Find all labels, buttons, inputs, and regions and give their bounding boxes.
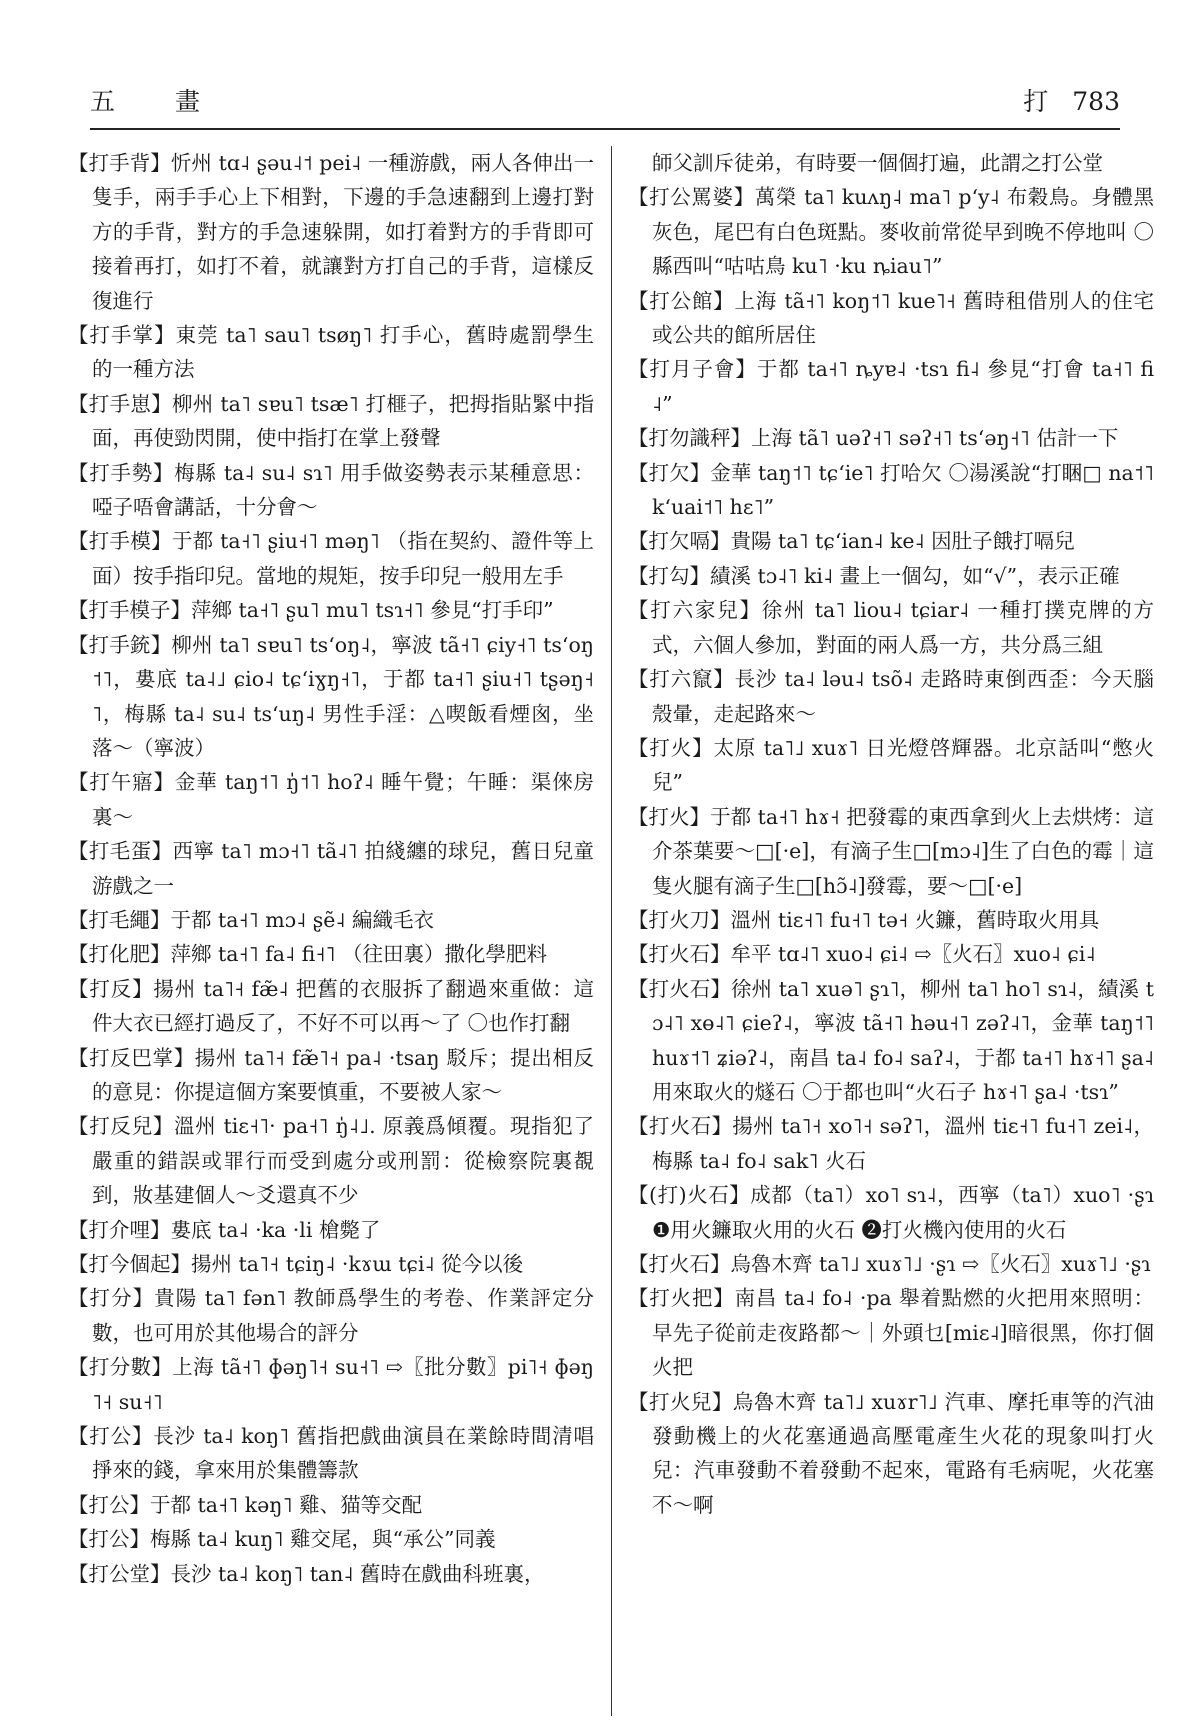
entry-headword: 【打介哩】 — [68, 1217, 171, 1242]
entry-headword: 【打分】 — [68, 1286, 155, 1311]
entry-headword: 【打毛繩】 — [68, 907, 171, 932]
dictionary-entry — [68, 1522, 594, 1556]
entry-headword: 【打欠嗝】 — [628, 529, 731, 554]
entry-headword: 【打公堂】 — [68, 1561, 171, 1586]
column-divider — [611, 146, 612, 1716]
dictionary-entry — [68, 1350, 594, 1419]
entry-text: 長沙 ta˨ koŋ˥ tan˨ 舊時在戲曲科班裏， — [170, 1561, 545, 1586]
entry-headword: 【打火兒】 — [628, 1389, 733, 1414]
entry-headword: 【打六竄】 — [628, 667, 735, 692]
dictionary-entry — [628, 146, 1154, 180]
entry-headword: 【打月子會】 — [628, 357, 757, 382]
entry-text: 貴陽 ta˥ tɕʻian˨ ke˨ 因肚子餓打嗝兒 — [730, 529, 1075, 554]
entry-text: 烏魯木齊 ta˥˩ xuɤr˥˩ 汽車、摩托車等的汽油發動機上的火花塞通過高壓電產生火花的現象叫打火兒：汽車發動不着發動不起來，電路有毛病呢，火花塞不～啊 — [652, 1389, 1155, 1517]
dictionary-entry — [628, 731, 1154, 800]
entry-text: 牟平 tɑ˨˥ xuo˨ ɕi˨ ⇨〖火石〗xuo˨ ɕi˨ — [730, 942, 1096, 967]
entry-text: 成都（ta˥）xo˥ sɿ˨，西寧（ta˥）xuo˥ ·ʂɿ ❶用火鐮取火用的火石 ❷打火機內使用的火石 — [652, 1183, 1154, 1242]
dictionary-entry — [68, 765, 594, 834]
dictionary-entry — [68, 524, 594, 593]
dictionary-entry — [628, 421, 1154, 455]
head-character: 打 — [1023, 87, 1049, 116]
entry-text: 貴陽 ta˥ fən˥ 教師爲學生的考卷、作業評定分數，也可用於其他場合的評分 — [92, 1286, 594, 1345]
entry-headword: 【打手掌】 — [68, 323, 176, 348]
entry-text: 師父訓斥徒弟，有時要一個個打遍，此謂之打公堂 — [652, 151, 1103, 175]
entry-headword: 【打午寤】 — [68, 770, 175, 795]
entry-headword: 【打火刀】 — [628, 907, 731, 932]
entry-headword: 【打公】 — [68, 1424, 154, 1449]
entry-headword: 【打勿識秤】 — [628, 426, 751, 451]
dictionary-entry — [68, 593, 594, 627]
dictionary-entry — [68, 1109, 594, 1212]
dictionary-entry — [68, 1247, 594, 1281]
entry-headword: 【打反巴掌】 — [68, 1045, 195, 1070]
entry-headword: 【打火石】 — [628, 942, 731, 967]
page-number: 783 — [1072, 87, 1120, 116]
entry-headword: 【打公館】 — [628, 288, 735, 313]
entry-text: 徐州 ta˥ liou˨ tɕiar˨ 一種打撲克牌的方式，六個人參加，對面的兩人爲一方，共分爲三組 — [652, 598, 1154, 657]
dictionary-entry — [628, 800, 1154, 903]
entry-text: 于都 ta˧˥ kəŋ˥ 雞、猫等交配 — [150, 1492, 423, 1517]
entry-text: 于都 ta˧˥ mɔ˨ ʂẽ˨ 編織毛衣 — [170, 907, 435, 932]
entry-text: 揚州 ta˥˧ xo˥˧ səʔ˥，溫州 tiɛ˧˥ fu˧˥ zei˨，梅縣 ta˨ fo˨ sak˥ 火石 — [652, 1114, 1155, 1173]
entry-text: 徐州 ta˥ xuə˥ ʂɿ˥，柳州 ta˥ ho˥ sɿ˨，績溪 tɔ˨˥ xɵ˨˥ ɕieʔ˨，寧波 tã˧˥ həu˧˥ zəʔ˨˥，金華 taŋ˦˥ huɤ˦˥ ʑiəʔ˨，南昌 ta˨ fo˨ saʔ˨，于都 ta˧˥ hɤ˧˥ ʂa˨ 用來取火的燧石 〇于都也叫“火石子 hɤ˧˥ ʂa˨ ·tsɿ” — [652, 976, 1154, 1104]
entry-text: 梅縣 ta˨ kuŋ˥ 雞交尾，與“承公”同義 — [150, 1527, 496, 1552]
entry-headword: 【打火石】 — [628, 1252, 731, 1276]
dictionary-entry — [68, 1488, 594, 1522]
entry-text: 長沙 ta˨ koŋ˥ 舊指把戲曲演員在業餘時間清唱掙來的錢，拿來用於集體籌款 — [92, 1424, 595, 1483]
entry-headword: 【打手銃】 — [68, 632, 172, 657]
dictionary-entry — [68, 972, 594, 1041]
entry-text: 上海 tã˧˥ koŋ˦˥ kue˥˧ 舊時租借別人的住宅或公共的館所居住 — [652, 288, 1154, 348]
dictionary-entry — [68, 903, 594, 937]
entry-headword: 【打火】 — [628, 735, 714, 760]
entry-headword: 【打公罵婆】 — [628, 185, 755, 210]
entry-headword: 【打反兒】 — [68, 1114, 174, 1139]
entry-headword: 【打毛蛋】 — [68, 839, 173, 864]
dictionary-entry — [68, 146, 594, 318]
entry-headword: 【打火】 — [628, 804, 711, 829]
entry-text: 柳州 ta˥ sɐu˥ tsʻoŋ˨，寧波 tã˧˥ ɕiy˧˥ tsʻoŋ˦˥，婁底 ta˨˩ ɕio˨ tɕʻiɣŋ˧˥，于都 ta˧˥ ʂiu˧˥ tʂəŋ˧˥，梅縣 ta˨ su˨ tsʻuŋ˨ 男性手淫：△喫飯看煙囪，坐落～（寧波） — [92, 632, 594, 760]
dictionary-entry — [68, 456, 594, 525]
entry-headword: 【打公】 — [68, 1492, 150, 1517]
dictionary-entry — [68, 1281, 594, 1350]
entry-text: 于都 ta˧˥ ȵyɐ˨ ·tsɿ fi˨ 參見“打會 ta˧˥ fi˨” — [652, 357, 1154, 416]
entry-text: 烏魯木齊 ta˥˩ xuɤ˥˩ ·ʂɿ ⇨〖火石〗xuɤ˥˩ ·ʂɿ — [730, 1252, 1151, 1276]
entry-text: 萬榮 ta˥ kuʌŋ˨ ma˥ pʻy˨ 布穀鳥。身體黑灰色，尾巴有白色斑點。麥收前常從早到晚不停地叫 〇縣西叫“咕咕鳥 ku˥ ·ku ȵiau˥” — [652, 185, 1154, 279]
entry-text: 太原 ta˥˩ xuɤ˥ 日光燈啓輝器。北京話叫“憋火兒” — [652, 735, 1155, 795]
header-rule — [90, 128, 1120, 130]
dictionary-entry — [628, 903, 1154, 937]
page-header — [90, 82, 1120, 134]
dictionary-entry — [68, 937, 594, 971]
entry-text: 揚州 ta˥˧ fæ̃˥˧ pa˨ ·tsaŋ 駁斥；提出相反的意見：你提這個方案要慎重，不要被人家～ — [92, 1045, 594, 1104]
entry-text: 溫州 tiɛ˧˥ fu˧˥ tə˧ 火鐮，舊時取火用具 — [730, 907, 1100, 932]
entry-headword: 【打勾】 — [628, 563, 710, 588]
dictionary-entry — [628, 524, 1154, 558]
entry-text: 萍鄉 ta˧˥ ʂu˥ mu˥ tsɿ˧˥ 參見“打手印” — [191, 598, 554, 623]
entry-text: 東莞 ta˥ sau˥ tsøŋ˥ 打手心，舊時處罰學生的一種方法 — [92, 323, 595, 382]
entry-headword: 【打分數】 — [68, 1355, 173, 1380]
dictionary-entry — [628, 559, 1154, 593]
entry-headword: 【打火石】 — [628, 1114, 733, 1139]
entry-headword: 【打火石】 — [628, 976, 731, 1001]
entry-headword: 【打化肥】 — [68, 942, 171, 967]
entry-headword: 【(打)火石】 — [628, 1183, 751, 1208]
dictionary-entry — [68, 387, 594, 456]
entry-headword: 【打反】 — [68, 976, 154, 1001]
dictionary-entry — [628, 662, 1154, 731]
dictionary-entry — [628, 593, 1154, 662]
dictionary-entry — [628, 937, 1154, 971]
dictionary-entry — [628, 1247, 1154, 1281]
entry-text: 績溪 tɔ˨˥ ki˨ 畫上一個勾，如“√”，表示正確 — [710, 563, 1120, 588]
entry-headword: 【打手模】 — [68, 529, 172, 554]
dictionary-entry — [68, 1419, 594, 1488]
entry-headword: 【打今個起】 — [68, 1252, 191, 1276]
entry-text: 西寧 ta˥ mɔ˧˥ tã˨˥ 拍綫纏的球兒，舊日兒童游戲之一 — [92, 839, 594, 898]
entry-text: 金華 taŋ˦˥ tɕʻie˥ 打哈欠 〇湯溪說“打睏□ na˦˥ kʻuai˦˥ hɛ˥” — [652, 460, 1154, 520]
entry-text: 于都 ta˧˥ hɤ˧ 把發霉的東西拿到火上去烘烤：這介茶葉要～□[·e]，有滴子生□[mɔ˨]生了白色的霉｜這隻火腿有滴子生□[hɔ̃˨]發霉，要～□[·e] — [652, 804, 1155, 898]
dictionary-entry — [68, 318, 594, 387]
entry-text: 于都 ta˧˥ ʂiu˧˥ məŋ˥ （指在契約、證件等上面）按手指印兒。當地的規矩，按手印兒一般用左手 — [92, 529, 594, 588]
entry-text: 萍鄉 ta˧˥ fa˨ fi˧˥ （往田裏）撒化學肥料 — [170, 942, 548, 967]
dictionary-entry — [628, 352, 1154, 421]
dictionary-entry — [628, 1109, 1154, 1178]
entry-headword: 【打公】 — [68, 1527, 150, 1552]
dictionary-entry — [68, 1041, 594, 1110]
left-column — [68, 146, 594, 1591]
entry-text: 上海 tã˧˥ ɸəŋ˥˧ su˧˥ ⇨〖批分數〗pi˥˧ ɸəŋ˥˧ su˧˥ — [92, 1355, 594, 1414]
right-column — [628, 146, 1154, 1522]
dictionary-entry — [68, 628, 594, 766]
entry-text: 婁底 ta˨ ·ka ·li 槍斃了 — [170, 1217, 381, 1242]
entry-headword: 【打欠】 — [628, 460, 711, 485]
entry-text: 柳州 ta˥ sɐu˥ tsæ˥ 打榧子，把拇指貼緊中指面，再使勁閃開，使中指打在掌上發聲 — [92, 391, 595, 451]
dictionary-entry — [68, 834, 594, 903]
dictionary-entry — [628, 456, 1154, 525]
dictionary-entry — [68, 1213, 594, 1247]
page-head — [999, 82, 1120, 118]
dictionary-entry — [628, 1385, 1154, 1523]
entry-headword: 【打手勢】 — [68, 460, 175, 485]
entry-headword: 【打火把】 — [628, 1286, 735, 1311]
dictionary-entry — [628, 1281, 1154, 1384]
entry-headword: 【打手模子】 — [68, 598, 191, 623]
entry-text: 長沙 ta˨ ləu˨ tsõ˨ 走路時東倒西歪：今天腦殼暈，走起路來～ — [652, 667, 1154, 726]
entry-headword: 【打六家兒】 — [628, 598, 762, 623]
dictionary-entry — [68, 1557, 594, 1591]
dictionary-entry — [628, 180, 1154, 283]
dictionary-columns — [68, 146, 1155, 1704]
entry-headword: 【打手背】 — [68, 151, 171, 175]
entry-text: 南昌 ta˨ fo˨ ·pa 舉着點燃的火把用來照明：早先子從前走夜路都～｜外頭乜[miɛ˨]暗很黑，你打個火把 — [652, 1286, 1155, 1380]
entry-headword: 【打手崽】 — [68, 391, 172, 416]
entry-text: 梅縣 ta˨ su˨ sɿ˥ 用手做姿勢表示某種意思：啞子唔會講話，十分會～ — [92, 460, 594, 520]
dictionary-entry — [628, 284, 1154, 353]
entry-text: 溫州 tiɛ˧˥· pa˧˥ ŋ̍˨˩. 原義爲傾覆。現指犯了嚴重的錯誤或罪行而受到處分或刑罰：從檢察院裏覩到，妝基建個人～爻還真不少 — [92, 1114, 594, 1208]
entry-text: 上海 tã˥ uəʔ˧˥ səʔ˧˥ tsʻəŋ˧˥ 估計一下 — [751, 426, 1119, 451]
entry-text: 揚州 ta˥˧ fæ̃˨ 把舊的衣服拆了翻過來重做：這件大衣已經打過反了，不好不可以再～了 〇也作打翻 — [92, 976, 594, 1036]
dictionary-entry — [628, 1178, 1154, 1247]
entry-text: 忻州 tɑ˨ ʂəu˨˦ pei˨ 一種游戲，兩人各伸出一隻手，兩手手心上下相對，下邊的手急速翻到上邊打對方的手背，對方的手急速躲開，如打着對方的手背即可接着再打，如打不着，就讓對方打自己的手背，這樣反復進行 — [92, 151, 595, 313]
entry-text: 金華 taŋ˦˥ ŋ̍˦˥ hoʔ˨ 睡午覺；午睡：渠倈房裏～ — [92, 770, 595, 829]
section-title: 五 畫 — [90, 87, 226, 116]
dictionary-entry — [628, 972, 1154, 1110]
entry-text: 揚州 ta˥˧ tɕiŋ˨ ·kɤɯ tɕi˨ 從今以後 — [191, 1252, 524, 1276]
